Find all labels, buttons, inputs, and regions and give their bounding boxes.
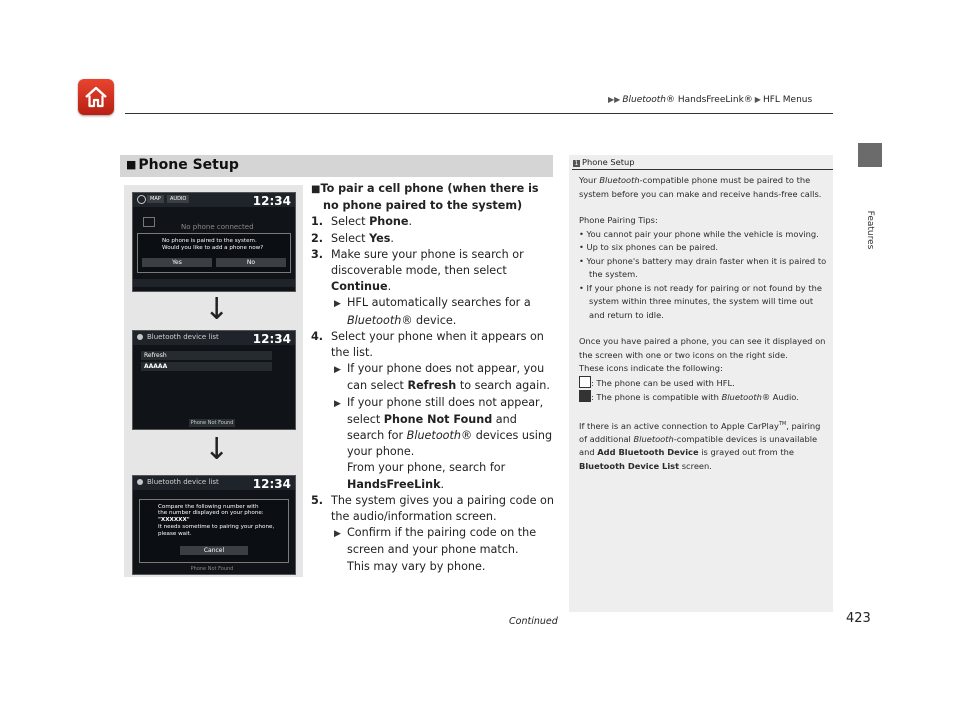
section-title-text: Phone Setup [138,157,239,173]
phone-icon [143,217,155,227]
screen-bottombar [133,279,295,287]
step-5-detail: ▶ Confirm if the pairing code on the screen and your phone match. [334,526,537,557]
refresh-row[interactable]: Refresh [141,351,272,360]
step-4-detail-b-cont: From your phone, search for HandsFreeLink. [347,461,506,491]
yes-button[interactable]: Yes [142,258,212,267]
phone-not-found-button[interactable]: Phone Not Found [190,420,234,426]
audio-tab[interactable]: AUDIO [167,195,189,203]
arrow-bullet-icon: ▶ [334,299,341,310]
arrow-bullet-icon: ▶ [334,529,341,540]
screen-phone-setup [132,192,296,292]
pairing-dialog [139,499,289,563]
tip-item: • If your phone is not ready for pairing or not found by the system within three minutes, the system will time out and return to idle. [579,282,822,320]
note-paragraph: If there is an active connection to Apple CarPlay™, pairing of additional Bluetooth-compatible devices is unavailable and Add Bluetooth Device is grayed out from the Bluetooth Device List screen. [579,420,821,471]
step-4-detail-a: ▶ If your phone does not appear, you can select Refresh to search again. [334,362,550,393]
back-icon [137,334,143,340]
breadcrumb [606,95,812,105]
step-4-detail-b: ▶ If your phone still does not appear, select Phone Not Found and search for Bluetooth® devices using your phone. [334,395,553,459]
side-tab-marker [858,143,882,167]
settings-icon [137,195,146,204]
step-4: 4. Select your phone when it appears on the list. [311,329,544,360]
notes-divider [572,169,833,170]
screen-device-list [132,330,296,430]
home-button[interactable] [78,79,114,115]
dialog-line: the number displayed on your phone: [158,510,264,516]
step-5: 5. The system gives you a pairing code on the audio/information screen. [311,493,554,524]
arrow-bullet-icon: ▶ [334,398,341,409]
hfl-phone-icon [579,376,591,388]
screen-title: Bluetooth device list [137,478,219,486]
pair-dialog [137,233,291,273]
screen-pairing-code [132,475,296,575]
step-3-detail: ▶ HFL automatically searches for a Bluetooth® device. [334,296,531,327]
dialog-line: No phone is paired to the system. [162,238,257,244]
step-1: 1. Select Phone. [311,215,413,229]
down-arrow-icon: ↓ [204,432,230,467]
step-3: 3. Make sure your phone is search or discoverable mode, then select Continue. [311,247,524,294]
continued-label: Continued [509,616,558,627]
note-tips [579,214,829,322]
square-bullet-icon: ■ [126,158,137,171]
no-button[interactable]: No [216,258,286,267]
phone-not-found-button[interactable]: Phone Not Found [190,566,234,572]
procedure-heading: ■To pair a cell phone (when there is no phone paired to the system) [311,182,539,213]
tip-item: • Up to six phones can be paired. [579,242,719,252]
down-arrow-icon: ↓ [204,292,230,327]
page-number: 423 [846,611,871,626]
dialog-line: Would you like to add a phone now? [162,245,264,251]
note-paragraph: Once you have paired a phone, you can see it displayed on the screen with one or two icons on the right side. These icons indicate the following: : The phone can be used with HFL. : The phone is compatible with Bluetooth® Audio. [579,336,826,402]
screen-clock: 12:34 [252,194,291,208]
step-5-detail-cont: This may vary by phone. [347,559,486,573]
status-text: No phone connected [181,223,254,231]
screen-clock: 12:34 [252,477,291,491]
notes-heading: 1 Phone Setup [574,157,635,167]
notes-body [579,174,829,486]
note-icon: 1 [574,160,579,167]
dialog-line: It needs sometime to pairing your phone, [158,524,275,530]
map-tab[interactable]: MAP [147,195,164,203]
breadcrumb-part[interactable]: HFL Menus [762,95,813,105]
screenshot-column [124,185,303,577]
cancel-button[interactable]: Cancel [180,546,248,555]
section-title [126,157,239,173]
dialog-line: please wait. [158,531,192,537]
tip-item: • Your phone's battery may drain faster when it is paired to the system. [579,255,827,279]
breadcrumb-arrow-icon: ▶▶ [608,95,621,104]
arrow-bullet-icon: ▶ [334,365,341,376]
tips-title: Phone Pairing Tips: [579,215,658,225]
screen-clock: 12:34 [252,332,291,346]
header-divider [125,113,833,114]
square-bullet-icon: ■ [311,184,321,195]
pairing-code: "XXXXXX" [158,517,190,523]
bluetooth-audio-icon [579,390,591,402]
back-icon [137,479,143,485]
step-2: 2. Select Yes. [311,231,394,245]
note-paragraph: Your Bluetooth-compatible phone must be paired to the system before you can make and receive hands-free calls. [579,175,822,199]
instructions [311,181,555,575]
screen-title: Bluetooth device list [137,333,219,341]
breadcrumb-part[interactable]: Bluetooth [622,95,667,105]
tip-item: • You cannot pair your phone while the vehicle is moving. [579,228,819,239]
breadcrumb-arrow-icon: ▶ [754,95,761,104]
device-row[interactable]: AAAAA [141,362,272,371]
dialog-line: Compare the following number with [158,504,259,510]
side-tab-label: Features [865,210,875,250]
breadcrumb-part[interactable]: ® HandsFreeLink® [666,95,753,105]
home-icon [83,84,109,110]
